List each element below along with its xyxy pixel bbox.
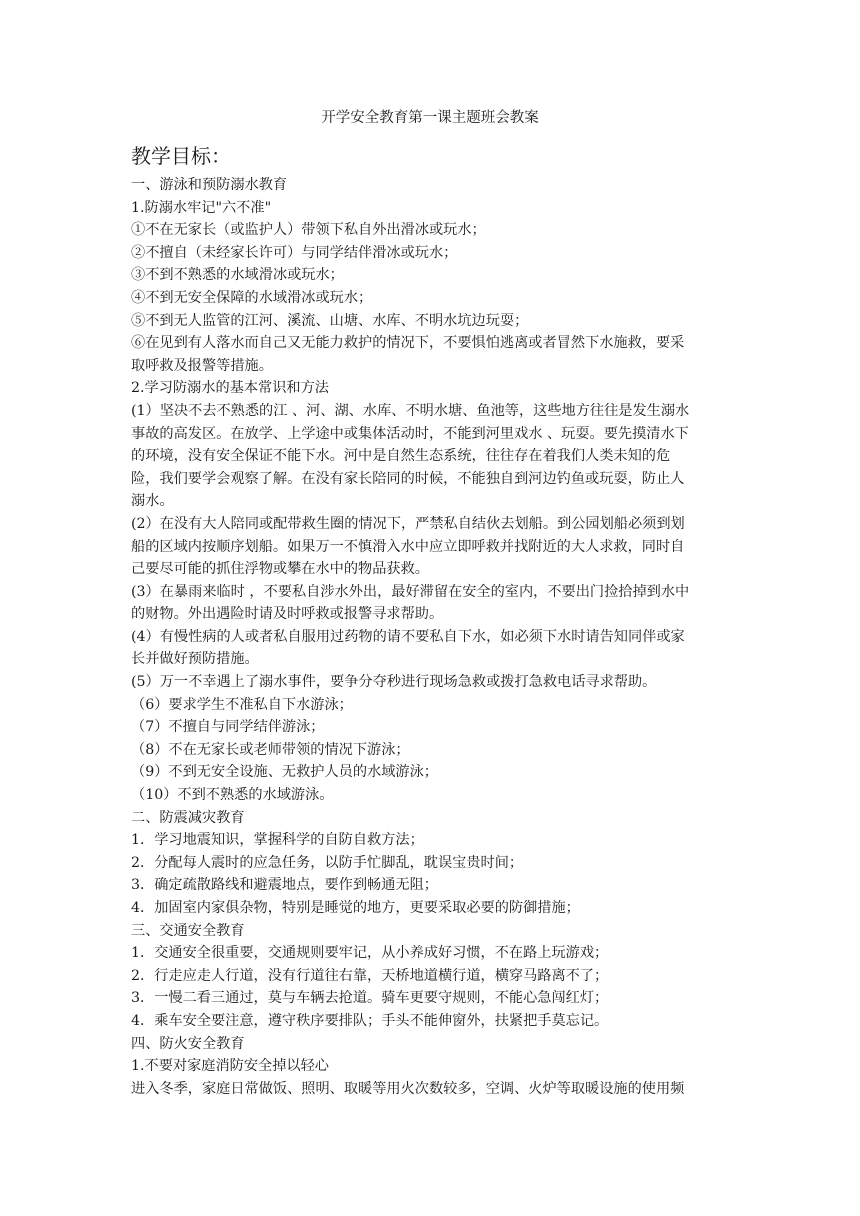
text-line: ①不在无家长（或监护人）带领下私自外出滑冰或玩水； <box>131 222 486 239</box>
text-line: 进入冬季，家庭日常做饭、照明、取暖等用火次数较多，空调、火炉等取暖设施的使用频 <box>131 1080 685 1097</box>
text-line: (4）有慢性病的人或者私自服用过药物的请不要私自下水，如必须下水时请告知同伴或家 <box>131 628 685 645</box>
text-line: 三、交通安全教育 <box>131 922 245 939</box>
text-line: (1）坚决不去不熟悉的江 、河、湖、水库、不明水塘、鱼池等，这些地方往往是发生溺水 <box>131 402 690 419</box>
text-line: 一、游泳和预防溺水教育 <box>131 177 288 193</box>
text-line: 长并做好预防措施。 <box>131 651 259 668</box>
text-line: 二、防震减灾教育 <box>131 809 245 826</box>
text-line: 的环境，没有安全保证不能下水。河中是自然生态系统，往往存在着我们人类未知的危 <box>131 448 671 465</box>
text-line: 船的区域内按顺序划船。如果万一不慎滑入水中应立即呼救并找附近的大人求救，同时自 <box>131 538 685 555</box>
text-line: （8）不在无家长或老师带领的情况下游泳； <box>131 741 410 758</box>
text-line: 1．学习地震知识，掌握科学的自防自救方法； <box>131 832 424 849</box>
text-line: ⑤不到无人监管的江河、溪流、山塘、水库、不明水坑边玩耍； <box>131 312 529 329</box>
text-line: 1．交通安全很重要，交通规则要牢记，从小养成好习惯，不在路上玩游戏； <box>131 945 609 962</box>
text-line: 4．加固室内家俱杂物，特别是睡觉的地方，更要采取必要的防御措施； <box>131 900 580 916</box>
text-line: 的财物。外出遇险时请及时呼救或报警寻求帮助。 <box>131 606 444 623</box>
text-line: 3．确定疏散路线和避震地点，要作到畅通无阻； <box>131 877 438 894</box>
text-line: 己要尽可能的抓住浮物或攀在水中的物品获救。 <box>131 561 429 578</box>
text-line: 2.学习防溺水的基本常识和方法 <box>131 380 329 397</box>
text-line: 2．分配每人震时的应急任务，以防手忙脚乱，耽误宝贵时间； <box>131 854 524 871</box>
text-line: ③不到不熟悉的水域滑冰或玩水； <box>131 267 344 284</box>
text-line: ④不到无安全保障的水域滑冰或玩水； <box>131 289 373 306</box>
text-line: (3）在暴雨来临时 ，不要私自涉水外出，最好滞留在安全的室内，不要出门捡拾掉到水中 <box>131 583 690 600</box>
text-line: (5）万一不幸遇上了溺水事件，要争分夺秒进行现场急救或拨打急救电话寻求帮助。 <box>131 674 657 691</box>
document-title: 开学安全教育第一课主题班会教案 <box>321 110 539 126</box>
text-line: ②不擅自（未经家长许可）与同学结伴滑冰或玩水； <box>131 244 458 261</box>
section-heading: 教学目标： <box>131 144 231 168</box>
text-line: (2）在没有大人陪同或配带救生圈的情况下，严禁私自结伙去划船。到公园划船必须到划 <box>131 515 685 532</box>
text-line: 1.不要对家庭消防安全掉以轻心 <box>131 1058 329 1075</box>
text-line: 取呼救及报警等措施。 <box>131 357 273 374</box>
text-line: 溺水。 <box>131 493 174 510</box>
text-line: 2．行走应走人行道，没有行道往右靠，天桥地道横行道，横穿马路离不了； <box>131 967 609 984</box>
text-line: 事故的高发区。在放学、上学途中或集体活动时，不能到河里戏水 、玩耍。要先摸清水下 <box>131 425 689 442</box>
text-line: ⑥在见到有人落水而自己又无能力救护的情况下，不要惧怕逃离或者冒然下水施救，要采 <box>131 335 685 352</box>
text-line: 1.防溺水牢记"六不准" <box>131 199 272 216</box>
text-line: 4．乘车安全要注意，遵守秩序要排队；手头不能伸窗外，扶紧把手莫忘记。 <box>131 1012 609 1029</box>
text-line: 险，我们要学会观察了解。在没有家长陪同的时候，不能独自到河边钓鱼或玩耍，防止人 <box>131 470 685 487</box>
text-line: （10）不到不熟悉的水域游泳。 <box>131 787 334 804</box>
text-line: （7）不擅自与同学结伴游泳； <box>131 719 325 736</box>
text-line: 四、防火安全教育 <box>131 1035 245 1052</box>
text-line: 3．一慢二看三通过，莫与车辆去抢道。骑车更要守规则，不能心急闯红灯； <box>131 990 609 1007</box>
text-line: （9）不到无安全设施、无救护人员的水域游泳； <box>131 764 438 781</box>
document-body <box>131 174 731 1100</box>
text-line: （6）要求学生不准私自下水游泳； <box>131 696 353 713</box>
